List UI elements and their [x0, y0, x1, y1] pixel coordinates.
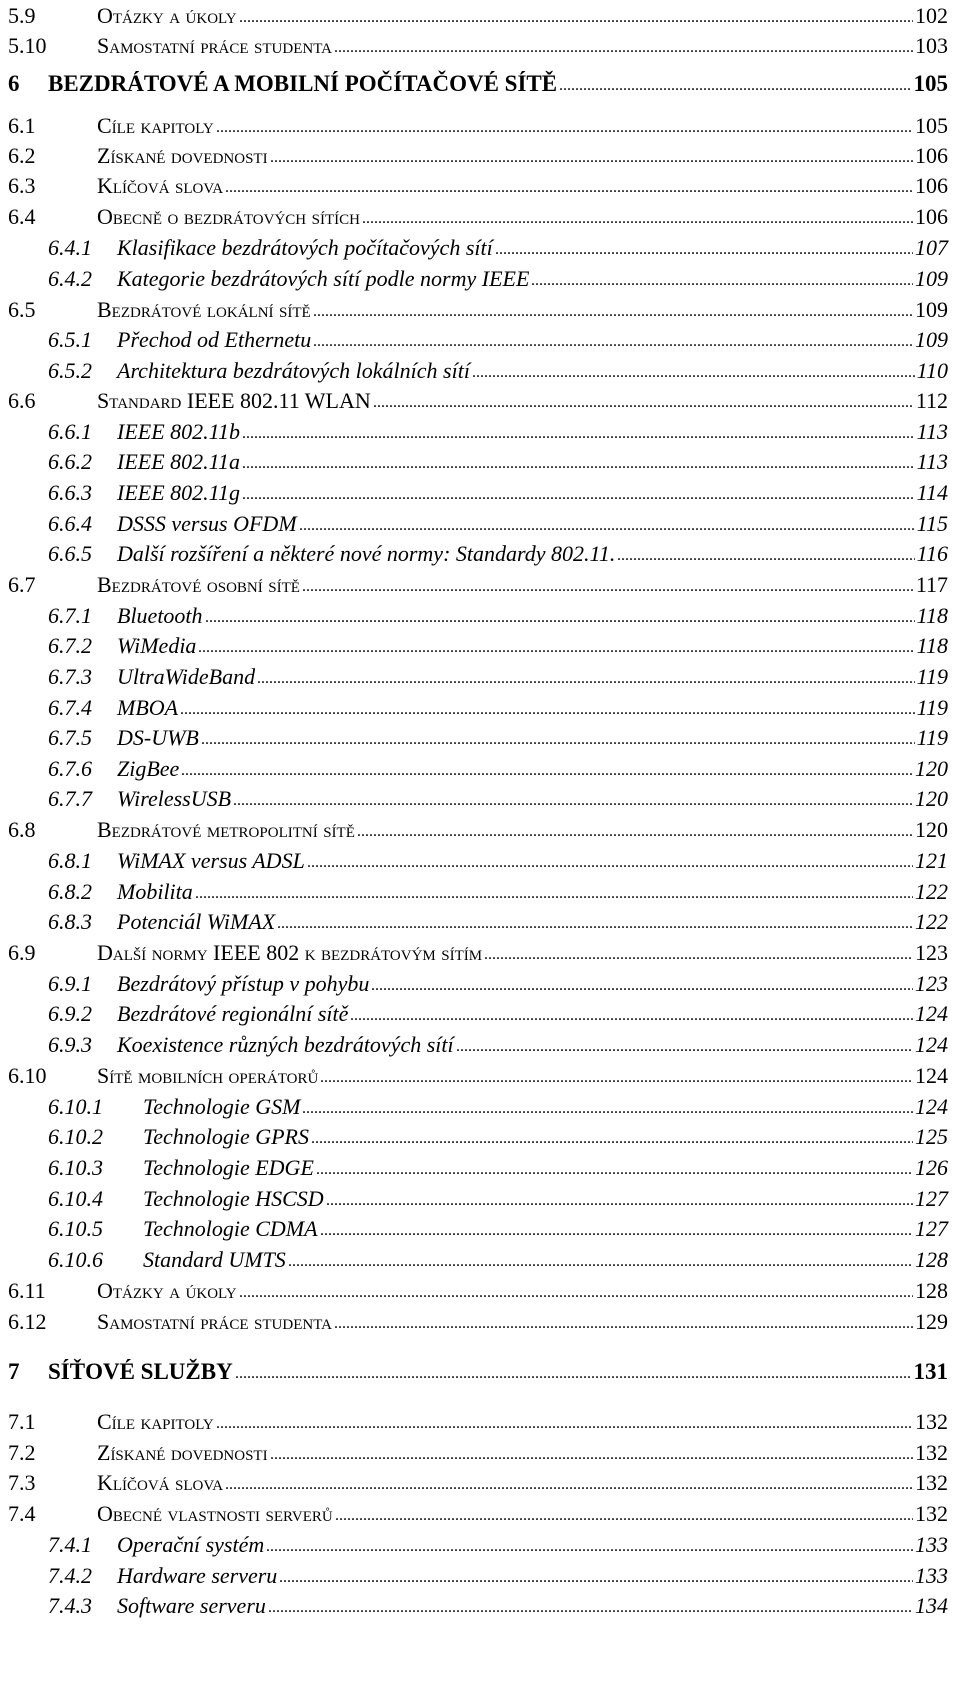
toc-entry-page: 115 [916, 511, 948, 536]
toc-entry-title: Samostatní práce studenta [97, 33, 333, 58]
toc-entry-number: 6.7.4 [48, 695, 92, 720]
toc-entry-page: 106 [915, 204, 948, 229]
toc-entry-number: 6.11 [8, 1278, 46, 1303]
toc-entry-page: 107 [915, 235, 948, 260]
toc-entry-number: 7.2 [8, 1440, 36, 1465]
toc-dot-leader [198, 632, 915, 664]
toc-dot-leader [335, 1500, 913, 1532]
toc-entry[interactable] [0, 1213, 960, 1245]
toc-entry-number: 5.10 [8, 33, 47, 58]
toc-entry-page: 112 [915, 388, 948, 413]
toc-entry[interactable] [0, 1467, 960, 1499]
toc-entry[interactable] [0, 876, 960, 908]
toc-entry-number: 6.7.6 [48, 756, 92, 781]
toc-entry[interactable] [0, 1152, 960, 1184]
toc-entry-title: UltraWideBand [117, 664, 256, 689]
toc-entry-number: 6.4 [8, 204, 36, 229]
toc-entry-title: Koexistence různých bezdrátových sítí [117, 1032, 454, 1057]
toc-entry-number: 6.4.2 [48, 266, 92, 291]
toc-entry[interactable] [0, 1498, 960, 1530]
toc-dot-leader [334, 1308, 913, 1340]
toc-entry[interactable] [0, 1091, 960, 1123]
toc-entry-page: 109 [915, 327, 948, 352]
toc-entry-title: DS-UWB [117, 725, 199, 750]
toc-entry[interactable] [0, 1121, 960, 1153]
toc-entry[interactable] [0, 968, 960, 1000]
toc-dot-leader [484, 939, 913, 971]
toc-dot-leader [531, 265, 913, 297]
toc-entry[interactable] [0, 1244, 960, 1276]
toc-entry[interactable] [0, 661, 960, 693]
toc-entry-number: 6.10 [8, 1063, 47, 1088]
toc-entry-title: Technologie HSCSD [143, 1186, 324, 1211]
toc-entry[interactable] [0, 845, 960, 877]
toc-entry[interactable] [0, 355, 960, 387]
toc-entry[interactable] [0, 1306, 960, 1338]
toc-entry-page: 110 [916, 358, 948, 383]
toc-entry-title: Bezdrátové lokální sítě [97, 297, 311, 322]
toc-entry-number: 6 [8, 71, 20, 96]
toc-entry-title: Klasifikace bezdrátových počítačových sítí [117, 235, 493, 260]
toc-entry-page: 102 [915, 3, 948, 28]
toc-entry-number: 7.1 [8, 1409, 36, 1434]
toc-entry-page: 113 [916, 419, 948, 444]
toc-entry-title: Mobilita [117, 879, 193, 904]
toc-entry-title: Obecné vlastnosti serverů [97, 1501, 333, 1526]
toc-entry[interactable] [0, 201, 960, 233]
toc-dot-leader [313, 326, 913, 358]
toc-entry-page: 127 [915, 1216, 948, 1241]
toc-entry-title: MBOA [117, 695, 179, 720]
toc-entry-page: 128 [915, 1278, 948, 1303]
toc-entry-title: IEEE 802.11g [117, 480, 241, 505]
toc-entry[interactable] [0, 1529, 960, 1561]
toc-entry-page: 133 [915, 1563, 948, 1588]
toc-entry-page: 109 [915, 297, 948, 322]
toc-entry-number: 6.7.1 [48, 603, 92, 628]
toc-entry-number: 7 [8, 1359, 20, 1384]
toc-dot-leader [307, 847, 913, 879]
toc-entry[interactable] [0, 1060, 960, 1092]
toc-entry[interactable] [0, 1406, 960, 1438]
toc-entry-number: 6.8 [8, 817, 36, 842]
toc-entry-page: 120 [915, 786, 948, 811]
toc-entry-page: 132 [915, 1440, 948, 1465]
toc-entry-title: Další normy IEEE 802 k bezdrátovým sítím [97, 940, 483, 965]
toc-entry-title: Standard IEEE 802.11 WLAN [97, 388, 371, 413]
toc-entry[interactable] [0, 140, 960, 172]
toc-entry-page: 132 [915, 1470, 948, 1495]
toc-entry-number: 6.6.1 [48, 419, 92, 444]
toc-entry-number: 6.6.2 [48, 449, 92, 474]
toc-entry-title: ZigBee [117, 756, 180, 781]
toc-entry-title: Technologie CDMA [143, 1216, 318, 1241]
toc-entry-page: 105 [915, 113, 948, 138]
toc-entry-page: 103 [915, 33, 948, 58]
toc-entry-page: 114 [916, 480, 948, 505]
toc-entry-page: 117 [915, 572, 948, 597]
toc-dot-leader [233, 785, 913, 817]
toc-entry-title: Technologie GSM [143, 1094, 301, 1119]
toc-dot-leader [495, 234, 913, 266]
toc-entry[interactable] [0, 692, 960, 724]
toc-entry-number: 6.7.5 [48, 725, 92, 750]
toc-entry-page: 118 [916, 603, 948, 628]
toc-dot-leader [311, 1123, 913, 1155]
toc-entry-page: 124 [915, 1032, 948, 1057]
toc-entry-page: 118 [916, 633, 948, 658]
toc-dot-leader [456, 1031, 913, 1063]
toc-entry-page: 121 [915, 848, 948, 873]
toc-entry[interactable] [0, 324, 960, 356]
toc-dot-leader [617, 540, 915, 572]
toc-entry-number: 6.10.4 [48, 1186, 103, 1211]
toc-entry-title: WiMAX versus ADSL [117, 848, 305, 873]
toc-entry[interactable] [0, 446, 960, 478]
toc-entry-title: Bezdrátové osobní sítě [97, 572, 300, 597]
toc-entry-number: 6.6.5 [48, 541, 92, 566]
toc-entry[interactable] [0, 1356, 960, 1388]
toc-entry-title: Sítě mobilních operátorů [97, 1063, 319, 1088]
toc-entry-number: 6.7.2 [48, 633, 92, 658]
toc-entry[interactable] [0, 906, 960, 938]
toc-entry-number: 6.8.1 [48, 848, 92, 873]
toc-entry-title: Bezdrátový přístup v pohybu [117, 971, 370, 996]
toc-entry-number: 6.10.3 [48, 1155, 103, 1180]
toc-entry-page: 105 [913, 71, 948, 96]
toc-entry-title: Klíčová slova [97, 1470, 224, 1495]
toc-entry-number: 7.4 [8, 1501, 36, 1526]
toc-entry-page: 134 [915, 1593, 948, 1618]
toc-entry-title: Architektura bezdrátových lokálních sítí [117, 358, 470, 383]
toc-entry-number: 6.10.2 [48, 1124, 103, 1149]
toc-entry[interactable] [0, 753, 960, 785]
toc-dot-leader [350, 1000, 913, 1032]
toc-entry[interactable] [0, 110, 960, 142]
toc-dot-leader [357, 816, 913, 848]
toc-entry-title: Otázky a úkoly [97, 3, 237, 28]
toc-entry-title: IEEE 802.11b [117, 419, 241, 444]
toc-dot-leader [288, 1246, 913, 1278]
toc-entry-page: 126 [915, 1155, 948, 1180]
toc-entry-page: 124 [915, 1063, 948, 1088]
toc-entry[interactable] [0, 477, 960, 509]
toc-entry-number: 6.7.3 [48, 664, 92, 689]
toc-entry-title: Potenciál WiMAX [117, 909, 276, 934]
toc-entry-number: 6.10.6 [48, 1247, 103, 1272]
toc-entry-number: 6.4.1 [48, 235, 92, 260]
toc-dot-leader [302, 571, 914, 603]
toc-entry-title: Získané dovednosti [97, 1440, 268, 1465]
toc-entry-title: IEEE 802.11a [117, 449, 241, 474]
toc-dot-leader [235, 1358, 912, 1390]
toc-entry-page: 132 [915, 1409, 948, 1434]
toc-entry-page: 116 [916, 541, 948, 566]
toc-dot-leader [242, 448, 915, 480]
toc-entry-page: 119 [916, 664, 948, 689]
toc-entry[interactable] [0, 68, 960, 100]
toc-entry[interactable] [0, 1183, 960, 1215]
toc-dot-leader [225, 172, 913, 204]
toc-entry-page: 120 [915, 756, 948, 781]
toc-entry-number: 6.8.3 [48, 909, 92, 934]
toc-entry[interactable] [0, 30, 960, 62]
toc-entry-title: Kategorie bezdrátových sítí podle normy IEEE [117, 266, 530, 291]
toc-entry-page: 129 [915, 1309, 948, 1334]
toc-dot-leader [373, 387, 914, 419]
toc-entry-title: Získané dovednosti [97, 143, 268, 168]
toc-entry-number: 6.2 [8, 143, 36, 168]
toc-entry-number: 6.9.2 [48, 1001, 92, 1026]
toc-dot-leader [320, 1062, 913, 1094]
toc-entry-page: 127 [915, 1186, 948, 1211]
toc-entry-number: 7.4.2 [48, 1563, 92, 1588]
toc-entry[interactable] [0, 600, 960, 632]
toc-dot-leader [266, 1531, 913, 1563]
toc-entry-number: 6.1 [8, 113, 36, 138]
toc-entry-title: Bezdrátové regionální sítě [117, 1001, 349, 1026]
toc-entry[interactable] [0, 569, 960, 601]
toc-entry-page: 124 [915, 1001, 948, 1026]
toc-entry-number: 6.5.2 [48, 358, 92, 383]
toc-entry-number: 6.9.1 [48, 971, 92, 996]
toc-entry-number: 7.4.1 [48, 1532, 92, 1557]
toc-entry-page: 125 [915, 1124, 948, 1149]
toc-entry[interactable] [0, 232, 960, 264]
toc-entry[interactable] [0, 1560, 960, 1592]
toc-dot-leader [316, 1154, 913, 1186]
toc-entry-title: Bezdrátové metropolitní sítě [97, 817, 355, 842]
toc-dot-leader [239, 1277, 913, 1309]
toc-entry[interactable] [0, 294, 960, 326]
toc-entry-title: Cíle kapitoly [97, 113, 214, 138]
toc-entry-title: Samostatní práce studenta [97, 1309, 333, 1334]
toc-entry-title: Obecně o bezdrátových sítích [97, 204, 360, 229]
toc-entry[interactable] [0, 385, 960, 417]
toc-entry-page: 122 [915, 909, 948, 934]
toc-entry[interactable] [0, 1437, 960, 1469]
toc-entry-title: Bluetooth [117, 603, 203, 628]
toc-entry-page: 133 [915, 1532, 948, 1557]
toc-entry[interactable] [0, 170, 960, 202]
toc-dot-leader [320, 1215, 913, 1247]
toc-entry-title: Přechod od Ethernetu [117, 327, 312, 352]
toc-entry-title: Technologie EDGE [143, 1155, 314, 1180]
toc-entry-number: 6.10.5 [48, 1216, 103, 1241]
toc-entry[interactable] [0, 1275, 960, 1307]
toc-entry-title: WiMedia [117, 633, 197, 658]
toc-entry[interactable] [0, 630, 960, 662]
toc-entry[interactable] [0, 538, 960, 570]
toc-entry[interactable] [0, 1029, 960, 1061]
toc-entry-page: 113 [916, 449, 948, 474]
toc-entry-page: 124 [915, 1094, 948, 1119]
toc-entry-page: 109 [915, 266, 948, 291]
toc-entry-title: BEZDRÁTOVÉ A MOBILNÍ POČÍTAČOVÉ SÍTĚ [48, 71, 558, 96]
toc-entry-page: 106 [915, 143, 948, 168]
toc-dot-leader [201, 724, 915, 756]
toc-entry-title: Otázky a úkoly [97, 1278, 237, 1303]
toc-dot-leader [277, 908, 913, 940]
toc-entry-number: 6.3 [8, 173, 36, 198]
toc-entry-number: 6.7.7 [48, 786, 92, 811]
toc-entry-title: SÍŤOVÉ SLUŽBY [48, 1359, 233, 1384]
toc-entry-page: 132 [915, 1501, 948, 1526]
toc-entry-number: 6.6.3 [48, 480, 92, 505]
toc-entry-number: 7.3 [8, 1470, 36, 1495]
toc-entry[interactable] [0, 722, 960, 754]
toc-entry-number: 6.12 [8, 1309, 47, 1334]
toc-entry-title: Technologie GPRS [143, 1124, 309, 1149]
toc-entry-title: Software serveru [117, 1593, 266, 1618]
toc-entry-number: 6.5 [8, 297, 36, 322]
toc-dot-leader [225, 1469, 913, 1501]
toc-entry-number: 7.4.3 [48, 1593, 92, 1618]
toc-entry-page: 128 [915, 1247, 948, 1272]
toc-entry-page: 122 [915, 879, 948, 904]
toc-entry[interactable] [0, 263, 960, 295]
toc-entry-title: Klíčová slova [97, 173, 224, 198]
toc-entry-title: Cíle kapitoly [97, 1409, 214, 1434]
toc-dot-leader [242, 479, 915, 511]
toc-entry-number: 6.6.4 [48, 511, 92, 536]
toc-entry[interactable] [0, 1590, 960, 1622]
toc-entry-page: 120 [915, 817, 948, 842]
toc-entry-title: Hardware serveru [117, 1563, 278, 1588]
toc-entry-page: 106 [915, 173, 948, 198]
toc-entry-page: 119 [916, 695, 948, 720]
toc-entry-page: 123 [915, 971, 948, 996]
toc-entry-number: 6.8.2 [48, 879, 92, 904]
toc-entry-number: 6.9 [8, 940, 36, 965]
toc-entry-page: 119 [916, 725, 948, 750]
toc-entry-title: Operační systém [117, 1532, 265, 1557]
toc-dot-leader [216, 1408, 913, 1440]
toc-dot-leader [559, 70, 912, 102]
toc-entry-number: 6.10.1 [48, 1094, 103, 1119]
toc-entry-page: 123 [915, 940, 948, 965]
toc-entry[interactable] [0, 998, 960, 1030]
toc-entry-number: 6.6 [8, 388, 36, 413]
toc-dot-leader [334, 32, 913, 64]
toc-entry-page: 131 [913, 1359, 948, 1384]
toc-entry[interactable] [0, 416, 960, 448]
toc-entry[interactable] [0, 0, 960, 32]
toc-dot-leader [257, 663, 915, 695]
toc-entry[interactable] [0, 508, 960, 540]
toc-entry-title: Standard UMTS [143, 1247, 286, 1272]
toc-dot-leader [362, 203, 913, 235]
toc-entry-number: 6.9.3 [48, 1032, 92, 1057]
toc-entry-number: 6.7 [8, 572, 36, 597]
toc-entry-number: 5.9 [8, 3, 36, 28]
toc-entry[interactable] [0, 814, 960, 846]
toc-dot-leader [268, 1592, 913, 1624]
toc-entry[interactable] [0, 783, 960, 815]
toc-entry-title: Další rozšíření a některé nové normy: Standardy 802.11. [117, 541, 616, 566]
toc-entry-number: 6.5.1 [48, 327, 92, 352]
toc-entry[interactable] [0, 937, 960, 969]
toc-entry-title: DSSS versus OFDM [117, 511, 297, 536]
toc-entry-title: WirelessUSB [117, 786, 232, 811]
